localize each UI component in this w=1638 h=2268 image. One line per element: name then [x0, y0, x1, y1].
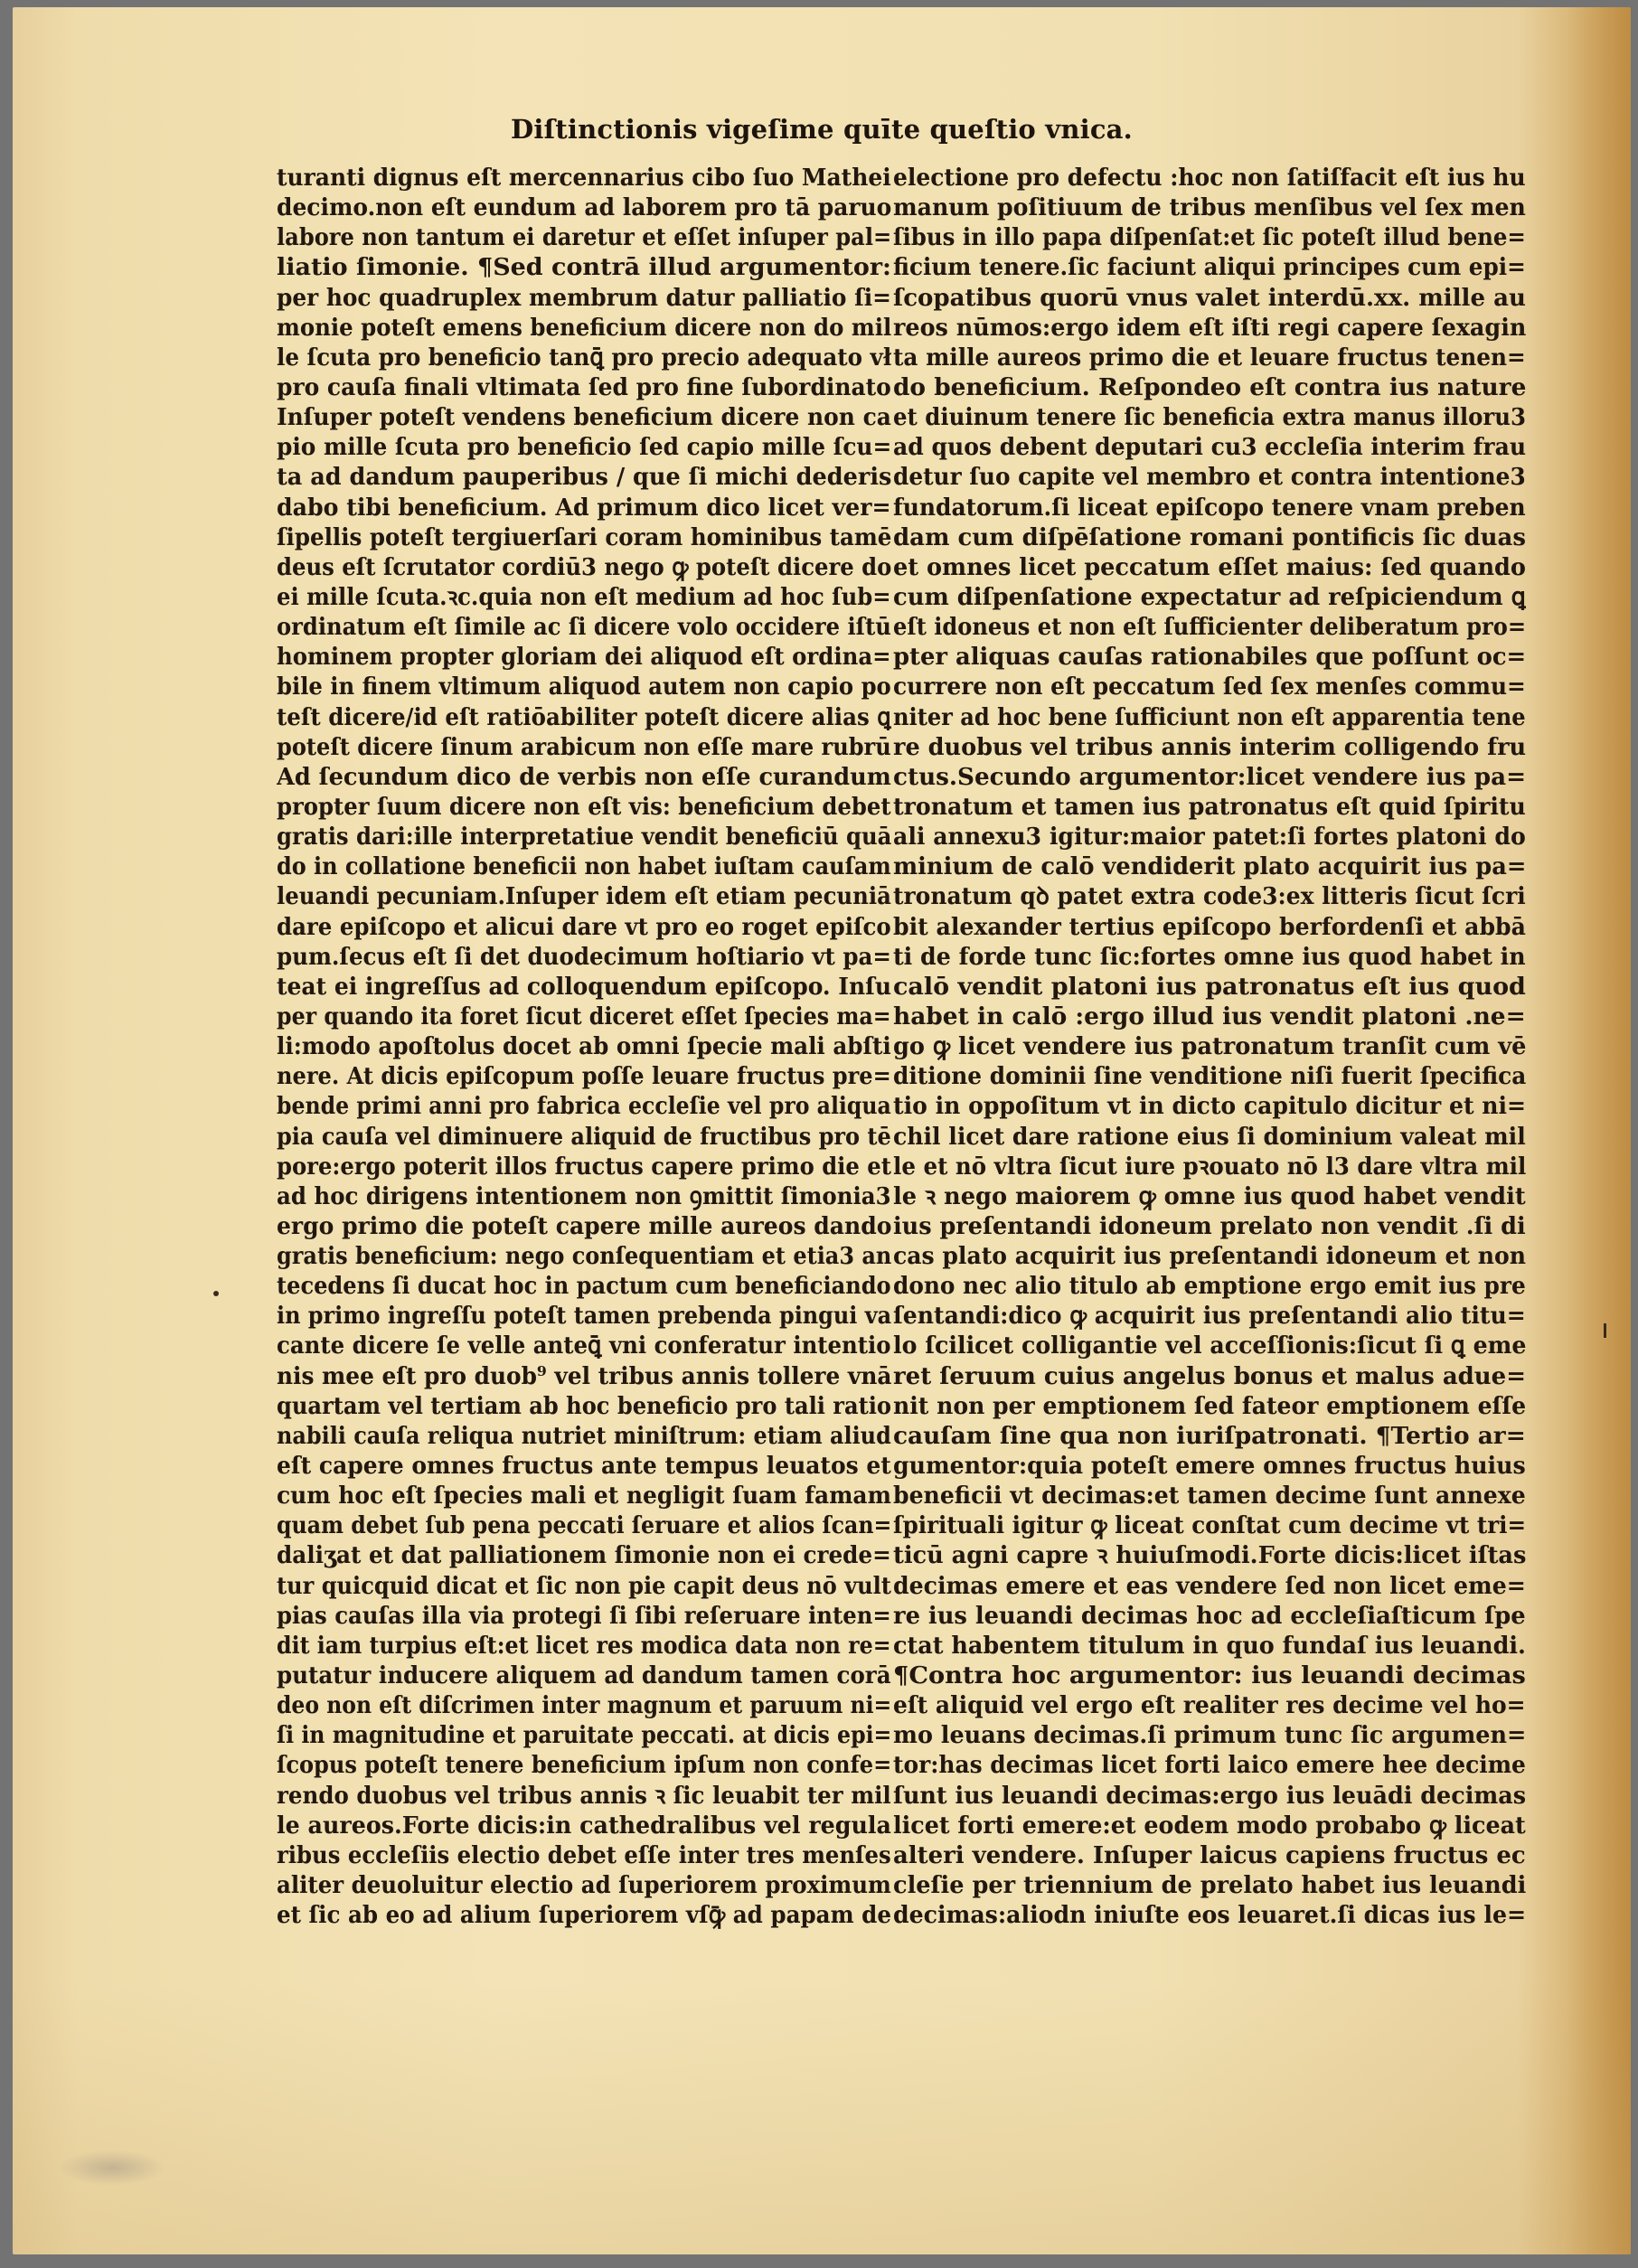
bottom-smudge [58, 2150, 166, 2186]
right-column-line: eſt idoneus et non eſt ſufficienter deliberatum pro= [893, 613, 1526, 642]
left-column-line: ribus eccleſiis electio debet eſſe inter tres menſes [277, 1840, 891, 1869]
left-column-line: deus eſt ſcrutator cordiū3 nego ꝙ poteſt dicere do [277, 552, 891, 581]
running-header: Diſtinctionis vigeſime quīte queſtio vnica. [511, 114, 1133, 145]
margin-ink-tick [1604, 1323, 1606, 1338]
left-column-line: monie poteſt emens beneficium dicere non do mil [277, 313, 891, 342]
right-column-line: ditione dominii ſine venditione niſi fuerit ſpecifica [893, 1062, 1526, 1091]
left-column-line: nis mee eſt pro duob⁹ vel tribus annis tollere vnā [277, 1361, 891, 1390]
left-column-line: teat ei ingreſſus ad colloquendum epiſcopo. Inſu [277, 972, 891, 1001]
right-column-line: ſpirituali igitur ꝙ liceat conſtat cum decime vt tri= [893, 1511, 1526, 1540]
left-column-line: bende primi anni pro fabrica eccleſie vel pro aliqua [277, 1092, 891, 1121]
left-column-line: ergo primo die poteſt capere mille aureos dando [277, 1211, 891, 1240]
left-column-line: dabo tibi beneficium. Ad primum dico licet ver= [277, 493, 891, 522]
right-column-line: cum diſpenſatione expectatur ad reſpiciendum ꝗ [893, 582, 1526, 611]
right-column-line: ta mille aureos primo die et leuare fructus tenen= [893, 343, 1526, 372]
left-column-line: turanti dignus eſt mercennarius cibo ſuo Mathei [277, 164, 891, 192]
right-column-line: ſibus in illo papa diſpenſat:et ſic poteſt illud bene= [893, 223, 1526, 252]
left-column-line: teſt dicere/id eſt ratiōabiliter poteſt dicere alias ꝗ [277, 702, 891, 731]
left-column-line: Ad ſecundum dico de verbis non eſſe curandum [277, 762, 891, 791]
right-column-line: ctus.Secundo argumentor:licet vendere ius pa= [893, 762, 1526, 791]
left-column-line: tur quicquid dicat et ſic non pie capit deus nō vult [277, 1571, 891, 1600]
right-column-line: chil licet dare ratione eius ſi dominium valeat mil [893, 1122, 1526, 1151]
left-text-column [277, 163, 891, 1930]
right-column-line: ret ſeruum cuius angelus bonus et malus adue= [893, 1361, 1526, 1390]
left-column-line: ei mille ſcuta.ꝛc.quia non eſt medium ad hoc ſub= [277, 582, 891, 611]
right-column-line: et diuinum tenere ſic beneficia extra manus illoru3 [893, 403, 1526, 432]
left-column-line: gratis dari:ille interpretatiue vendit beneficiū quā [277, 823, 891, 852]
right-column-line: electione pro defectu :hoc non ſatiſfacit eſt ius hu [893, 164, 1526, 192]
left-column-line: poteſt dicere ſinum arabicum non eſſe mare rubrū [277, 732, 891, 761]
left-column-line: quartam vel tertiam ab hoc beneficio pro tali ratio [277, 1391, 891, 1420]
right-column-line: ctat habentem titulum in quo fundaſ ius leuandi. [893, 1631, 1526, 1660]
right-column-line: et omnes licet peccatum eſſet maius: ſed quando [893, 552, 1526, 581]
book-page [13, 7, 1631, 2254]
left-column-line: cum hoc eſt ſpecies mali et negligit ſuam famam [277, 1482, 891, 1510]
left-column-line: pum.ſecus eſt ſi det duodecimum hoſtiario vt pa= [277, 942, 891, 971]
right-column-line: calō vendit platoni ius patronatus eſt ius quod [893, 972, 1526, 1001]
left-column-line: liatio ſimonie. ¶Sed contrā illud argumentor: [277, 253, 891, 282]
right-column-line: cleſie per triennium de prelato habet ius leuandi [893, 1871, 1526, 1900]
left-column-line: per hoc quadruplex membrum datur palliatio ſi= [277, 283, 891, 312]
right-column-line: re duobus vel tribus annis interim colligendo fru [893, 732, 1526, 761]
right-column-line: fundatorum.ſi liceat epiſcopo tenere vnam preben [893, 493, 1526, 522]
left-column-line: putatur inducere aliquem ad dandum tamen corā [277, 1661, 891, 1690]
right-column-line: do beneficium. Reſpondeo eſt contra ius nature [893, 372, 1526, 401]
right-column-line: eſt aliquid vel ergo eſt realiter res decime vel ho= [893, 1691, 1526, 1720]
right-column-line: detur ſuo capite vel membro et contra intentione3 [893, 463, 1526, 492]
left-column-line: nabili cauſa reliqua nutriet miniſtrum: etiam aliud [277, 1421, 891, 1450]
left-column-line: propter ſuum dicere non eſt vis: beneficium debet [277, 792, 891, 821]
right-column-line: dam cum diſpēſatione romani pontificis ſic duas [893, 522, 1526, 551]
left-column-line: decimo.non eſt eundum ad laborem pro tā paruo [277, 193, 891, 222]
right-column-line: manum poſitiuum de tribus menſibus vel ſex men [893, 193, 1526, 222]
left-column-line: et ſic ab eo ad alium ſuperiorem vſꝙ̄ ad papam de [277, 1901, 891, 1930]
right-column-line: minium de calō vendiderit plato acquirit ius pa= [893, 852, 1526, 881]
left-column-line: le aureos.Forte dicis:in cathedralibus vel regula [277, 1811, 891, 1840]
left-column-line: deo non eſt diſcrimen inter magnum et paruum ni= [277, 1691, 891, 1720]
left-column-line: tecedens ſi ducat hoc in pactum cum beneficiando [277, 1272, 891, 1301]
left-column-line: per quando ita foret ſicut diceret eſſet ſpecies ma= [277, 1002, 891, 1030]
left-column-line: eſt capere omnes fructus ante tempus leuatos et [277, 1452, 891, 1481]
right-column-line: gumentor:quia poteſt emere omnes fructus huius [893, 1452, 1526, 1481]
right-column-line: pter aliquas cauſas rationabiles que poſſunt oc= [893, 643, 1526, 672]
left-column-line: quam debet ſub pena peccati ſeruare et alios ſcan= [277, 1511, 891, 1540]
left-column-line: hominem propter gloriam dei aliquod eſt ordina= [277, 643, 891, 672]
right-column-line: habet in calō :ergo illud ius vendit platoni .ne= [893, 1002, 1526, 1030]
right-column-line: nit non per emptionem ſed fateor emptionem eſſe [893, 1391, 1526, 1420]
right-column-line: ad quos debent deputari cu3 eccleſia interim frau [893, 433, 1526, 462]
page-stain [13, 1983, 1631, 2254]
left-column-line: dare epiſcopo et alicui dare vt pro eo roget epiſco [277, 912, 891, 941]
right-column-line: decimas:aliodn iniuſte eos leuaret.ſi dicas ius le= [893, 1901, 1526, 1930]
left-column-line: pia cauſa vel diminuere aliquid de fructibus pro tē [277, 1122, 891, 1151]
right-column-line: tor:has decimas licet forti laico emere hee decime [893, 1751, 1526, 1780]
right-column-line: alteri vendere. Inſuper laicus capiens fructus ec [893, 1840, 1526, 1869]
left-column-line: pias cauſas illa via protegi ſi ſibi reſeruare inten= [277, 1601, 891, 1630]
right-column-line: reos nūmos:ergo idem eſt iſti regi capere ſexagin [893, 313, 1526, 342]
left-column-line: daliʒat et dat palliationem ſimonie non ei crede= [277, 1541, 891, 1570]
right-column-line: ius preſentandi idoneum prelato non vendit .ſi di [893, 1211, 1526, 1240]
right-column-line: cas plato acquirit ius preſentandi idoneum et non [893, 1242, 1526, 1271]
left-column-line: ſcopus poteſt tenere beneficium ipſum non confe= [277, 1751, 891, 1780]
left-column-line: aliter deuoluitur electio ad ſuperiorem proximum [277, 1871, 891, 1900]
right-column-line: ti de forde tunc ſic:fortes omne ius quod habet in [893, 942, 1526, 971]
right-text-column [893, 163, 1526, 1930]
left-column-line: ad hoc dirigens intentionem non ꝯmittit ſimonia3 [277, 1181, 891, 1210]
right-column-line: ſunt ius leuandi decimas:ergo ius leuādi decimas [893, 1781, 1526, 1810]
left-column-line: pro cauſa finali vltimata ſed pro fine ſubordinato [277, 372, 891, 401]
page-edge-shadow [1567, 7, 1631, 2254]
left-column-line: le ſcuta pro beneficio tanꝗ̄ pro precio adequato vł [277, 343, 891, 372]
right-column-line: ſcopatibus quorū vnus valet interdū.xx. mille au [893, 283, 1526, 312]
left-column-line: labore non tantum ei daretur et eſſet inſuper pal= [277, 223, 891, 252]
right-column-line: beneficii vt decimas:et tamen decime ſunt annexe [893, 1482, 1526, 1510]
right-column-line: tronatum qꝺ patet extra code3:ex litteris ſicut ſcri [893, 882, 1526, 911]
right-column-line: ſentandi:dico ꝙ acquirit ius preſentandi alio titu= [893, 1302, 1526, 1331]
left-column-line: gratis beneficium: nego conſequentiam et etia3 an [277, 1242, 891, 1271]
left-column-line: in primo ingreſſu poteſt tamen prebenda pingui va [277, 1302, 891, 1331]
right-column-line: ticū agni capre ꝛ huiuſmodi.Forte dicis:licet iſtas [893, 1541, 1526, 1570]
left-column-line: dit iam turpius eſt:et licet res modica data non re= [277, 1631, 891, 1660]
right-column-line: re ius leuandi decimas hoc ad eccleſiaſticum ſpe [893, 1601, 1526, 1630]
right-column-line: licet forti emere:et eodem modo probabo ꝙ liceat [893, 1811, 1526, 1840]
left-column-line: rendo duobus vel tribus annis ꝛ ſic leuabit ter mil [277, 1781, 891, 1810]
right-column-line: mo leuans decimas.ſi primum tunc ſic argumen= [893, 1721, 1526, 1750]
right-column-line: decimas emere et eas vendere ſed non licet eme= [893, 1571, 1526, 1600]
left-column-line: do in collatione beneficii non habet iuſtam cauſam [277, 852, 891, 881]
right-column-line: bit alexander tertius epiſcopo berfordenſi et abbā [893, 912, 1526, 941]
left-column-line: bile in finem vltimum aliquod autem non capio po [277, 673, 891, 701]
left-column-line: ſipellis poteſt tergiuerſari coram hominibus tamē [277, 522, 891, 551]
right-column-line: ficium tenere.ſic faciunt aliqui principes cum epi= [893, 253, 1526, 282]
right-column-line: currere non eſt peccatum ſed ſex menſes commu= [893, 673, 1526, 701]
right-column-line: tronatum et tamen ius patronatus eſt quid ſpiritu [893, 792, 1526, 821]
left-column-line: nere. At dicis epiſcopum poſſe leuare fructus pre= [277, 1062, 891, 1091]
right-column-line: cauſam ſine qua non iuriſpatronati. ¶Tertio ar= [893, 1421, 1526, 1450]
left-column-line: cante dicere ſe velle anteꝗ̄ vni conferatur intentio [277, 1332, 891, 1360]
right-column-line: niter ad hoc bene ſufficiunt non eſt apparentia tene [893, 702, 1526, 731]
left-column-line: ordinatum eſt ſimile ac ſi dicere volo occidere iſtū [277, 613, 891, 642]
right-column-line: dono nec alio titulo ab emptione ergo emit ius pre [893, 1272, 1526, 1301]
right-column-line: tio in oppoſitum vt in dicto capitulo dicitur et ni= [893, 1092, 1526, 1121]
right-column-line: le ꝛ nego maiorem ꝙ omne ius quod habet vendit [893, 1181, 1526, 1210]
left-column-line: pio mille ſcuta pro beneficio ſed capio mille ſcu= [277, 433, 891, 462]
left-column-line: pore:ergo poterit illos fructus capere primo die et [277, 1152, 891, 1181]
right-column-line: go ꝙ licet vendere ius patronatum tranſit cum vē [893, 1032, 1526, 1061]
left-column-line: leuandi pecuniam.Inſuper idem eſt etiam pecuniā [277, 882, 891, 911]
left-column-line: ta ad dandum pauperibus / que ſi michi dederis [277, 463, 891, 492]
margin-ink-dot [213, 1291, 219, 1296]
left-column-line: li:modo apoſtolus docet ab omni ſpecie mali abſti [277, 1032, 891, 1061]
right-column-line: ali annexu3 igitur:maior patet:ſi fortes platoni do [893, 823, 1526, 852]
left-column-line: Inſuper poteſt vendens beneficium dicere non ca [277, 403, 891, 432]
right-column-line: lo ſcilicet colligantie vel acceſſionis:ſicut ſi ꝗ eme [893, 1332, 1526, 1360]
left-column-line: ſi in magnitudine et paruitate peccati. at dicis epi= [277, 1721, 891, 1750]
right-column-line: le et nō vltra ſicut iure pꝛouato nō l3 dare vltra mil [893, 1152, 1526, 1181]
right-column-line: ¶Contra hoc argumentor: ius leuandi decimas [893, 1661, 1526, 1690]
